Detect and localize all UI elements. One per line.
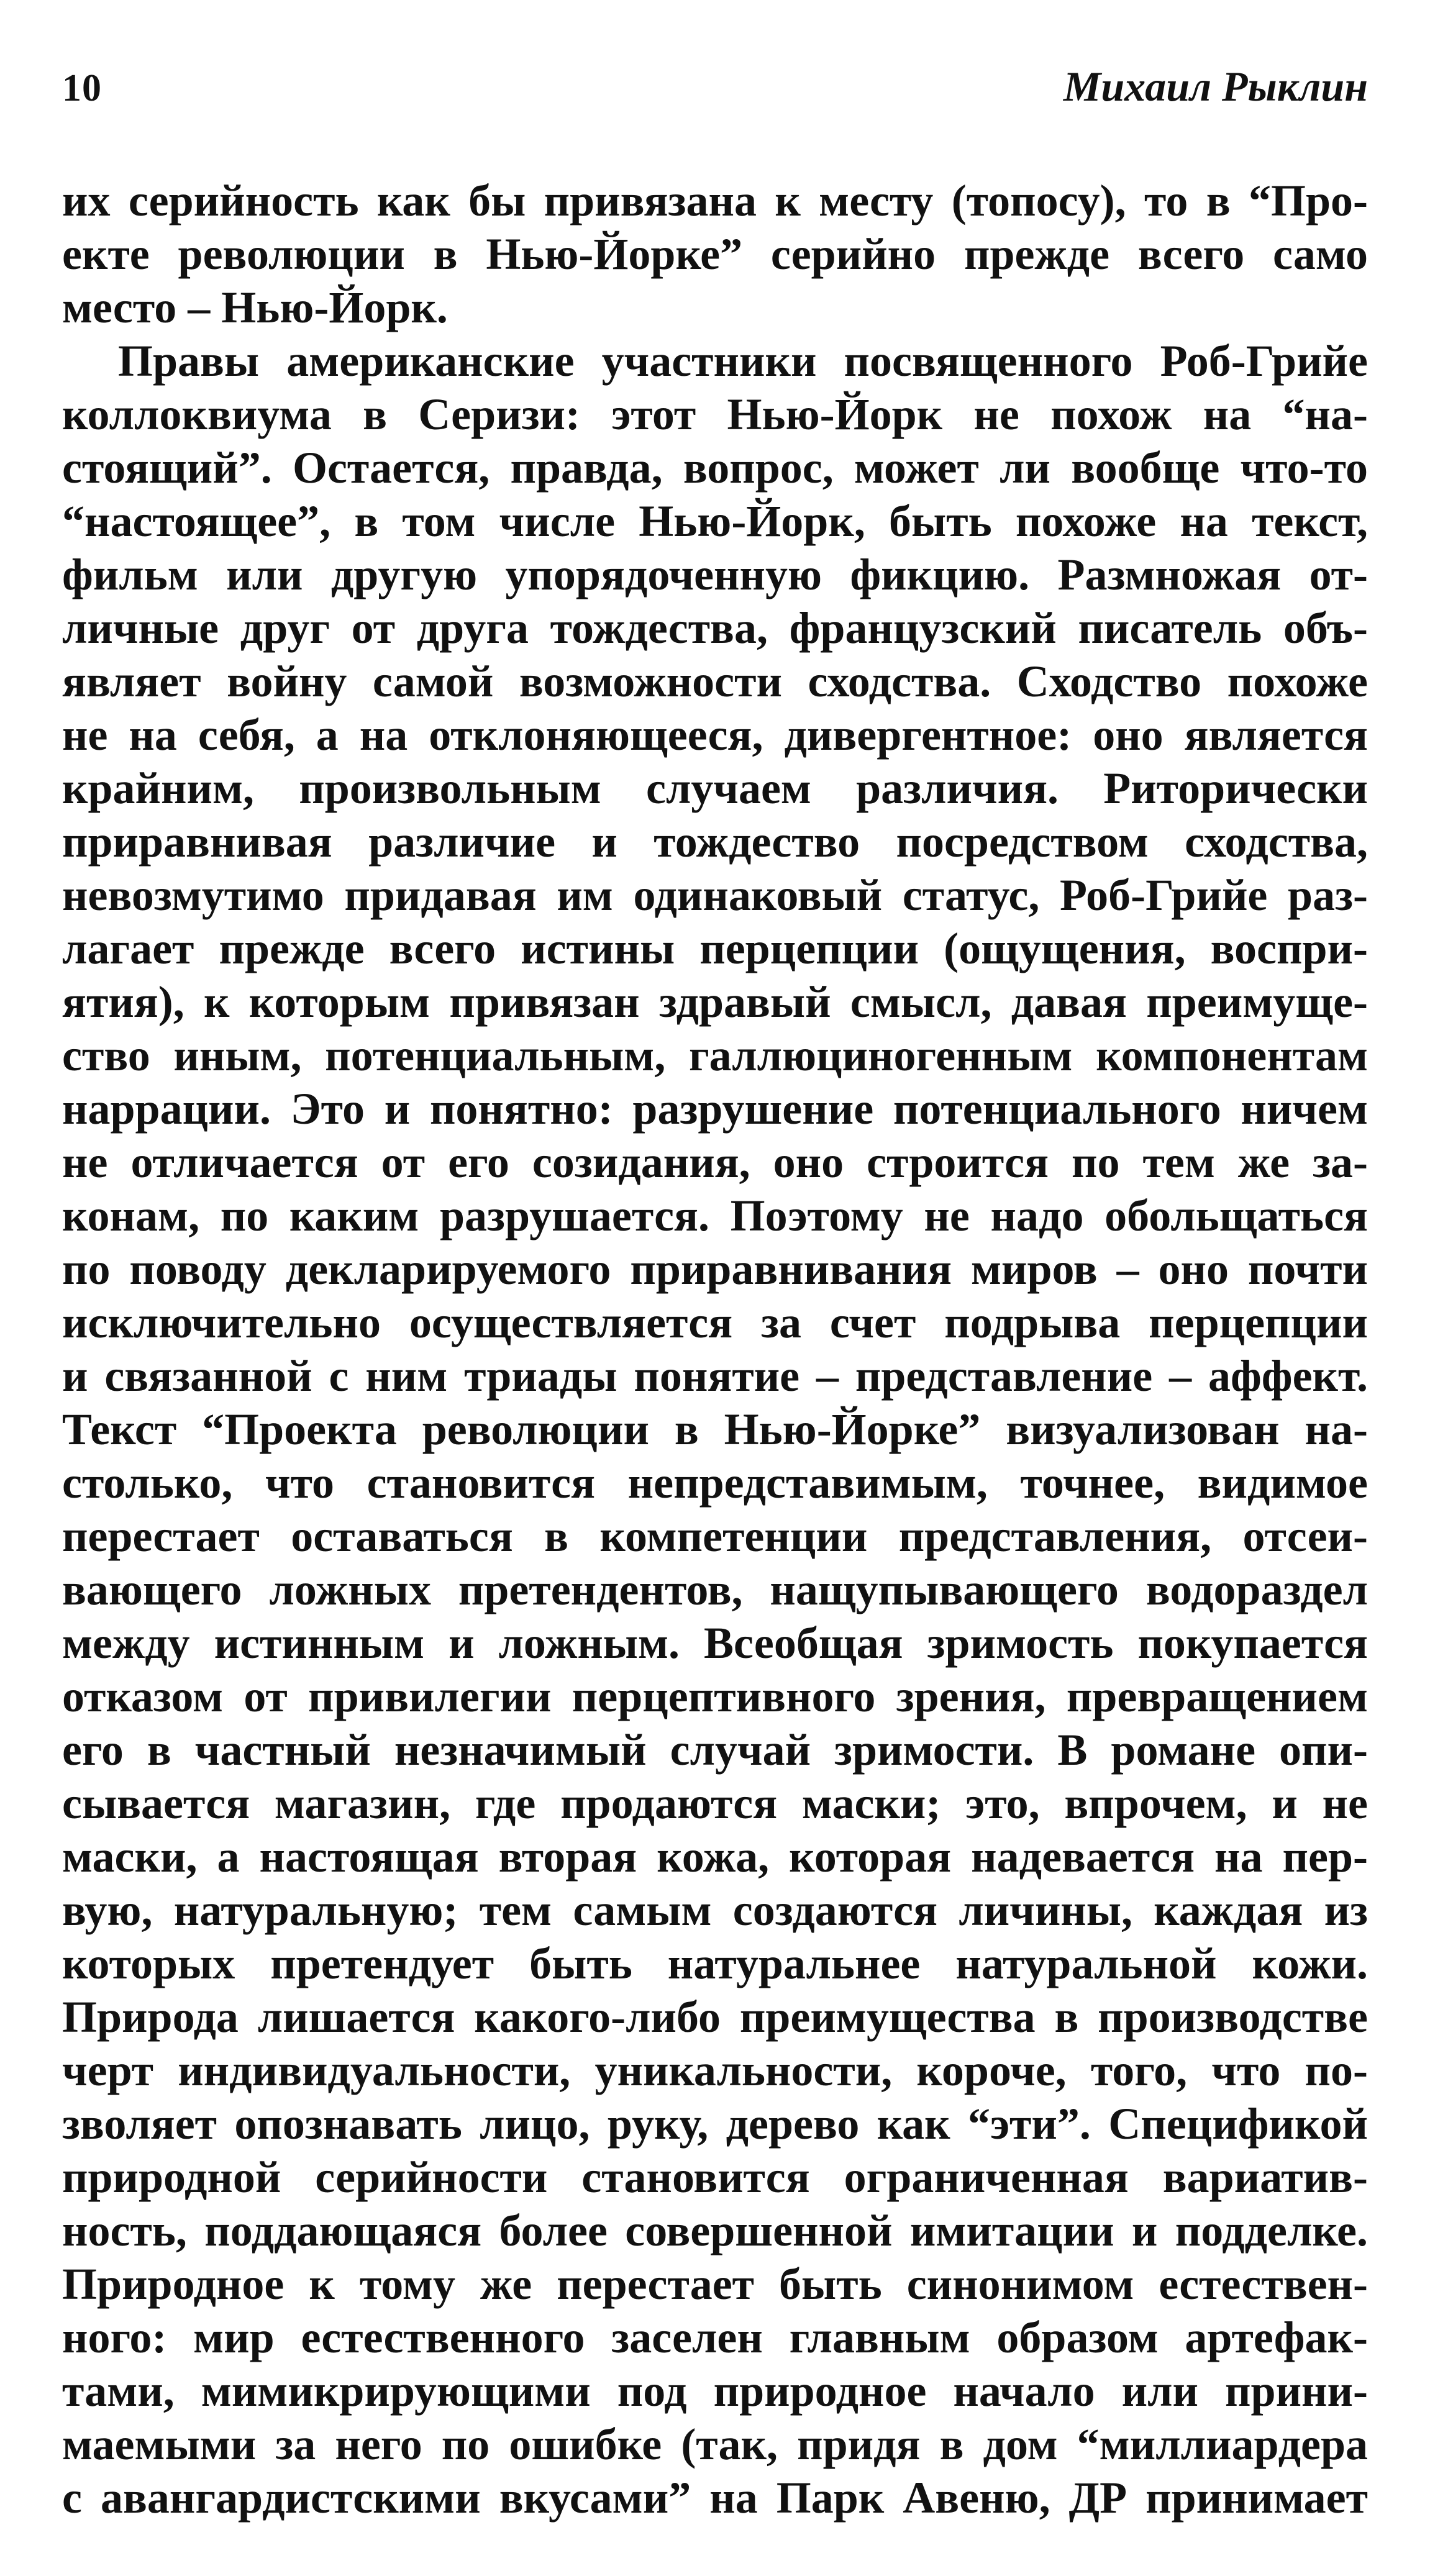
text-line: невозмутимо придавая им одинаковый статус, Роб-Грийе раз- (62, 870, 1368, 920)
text-line: Текст “Проекта революции в Нью-Йорке” визуализован на- (62, 1404, 1368, 1454)
text-line: между истинным и ложным. Всеобщая зримость покупается (62, 1618, 1368, 1668)
text-line: с авангардистскими вкусами” на Парк Авеню, ДР принимает (62, 2473, 1368, 2523)
text-line: черт индивидуальности, уникальности, короче, того, что по- (62, 2046, 1368, 2095)
text-line: Правы американские участники посвященного Роб-Грийе (118, 336, 1368, 386)
text-line: приравнивая различие и тождество посредством сходства, (62, 817, 1368, 867)
text-line: сывается магазин, где продаются маски; это, впрочем, и не (62, 1778, 1368, 1828)
text-line: фильм или другую упорядоченную фикцию. Размножая от- (62, 550, 1368, 599)
text-line: перестает оставаться в компетенции представления, отсеи- (62, 1511, 1368, 1561)
text-line: екте революции в Нью-Йорке” серийно прежде всего само (62, 229, 1368, 279)
text-line: ного: мир естественного заселен главным образом артефак- (62, 2313, 1368, 2362)
text-line: ство иным, потенциальным, галлюциногенным компонентам (62, 1031, 1368, 1080)
text-line: тами, мимикрирующими под природное начало или прини- (62, 2366, 1368, 2416)
text-line: вую, натуральную; тем самым создаются личины, каждая из (62, 1885, 1368, 1935)
text-line: маемыми за него по ошибке (так, придя в дом “миллиардера (62, 2419, 1368, 2469)
page-number: 10 (62, 67, 102, 109)
running-head-author: Михаил Рыклин (1063, 63, 1368, 110)
text-line: и связанной с ним триады понятие – представление – аффект. (62, 1351, 1368, 1401)
text-line: их серийность как бы привязана к месту (топосу), то в “Про- (62, 176, 1368, 225)
text-line: отказом от привилегии перцептивного зрения, превращением (62, 1672, 1368, 1721)
text-line: ятия), к которым привязан здравый смысл, давая преимуще- (62, 977, 1368, 1027)
text-line: лагает прежде всего истины перцепции (ощущения, воспри- (62, 924, 1368, 973)
paragraph-1 (62, 174, 1368, 334)
text-line: которых претендует быть натуральнее натуральной кожи. (62, 1939, 1368, 1988)
text-line: по поводу декларируемого приравнивания миров – оно почти (62, 1244, 1368, 1294)
text-line: Природа лишается какого-либо преимущества в производстве (62, 1992, 1368, 2042)
text-line: ность, поддающаяся более совершенной имитации и подделке. (62, 2206, 1368, 2255)
text-line: являет войну самой возможности сходства. Сходство похоже (62, 657, 1368, 706)
text-line: крайним, произвольным случаем различия. Риторически (62, 763, 1368, 813)
text-line: зволяет опознавать лицо, руку, дерево как “эти”. Спецификой (62, 2099, 1368, 2149)
page-header (62, 62, 1368, 118)
text-line: не на себя, а на отклоняющееся, дивергентное: оно является (62, 710, 1368, 760)
text-line: “настоящее”, в том числе Нью-Йорк, быть похоже на текст, (62, 496, 1368, 546)
text-line: исключительно осуществляется за счет подрыва перцепции (62, 1298, 1368, 1347)
text-line: столько, что становится непредставимым, точнее, видимое (62, 1458, 1368, 1508)
text-line: маски, а настоящая вторая кожа, которая надевается на пер- (62, 1832, 1368, 1882)
text-line: конам, по каким разрушается. Поэтому не надо обольщаться (62, 1191, 1368, 1240)
text-line: природной серийности становится ограниченная вариатив- (62, 2152, 1368, 2202)
paragraph-2 (62, 334, 1368, 2524)
text-line: место – Нью-Йорк. (62, 283, 448, 332)
text-line: личные друг от друга тождества, французский писатель объ- (62, 603, 1368, 653)
text-line: вающего ложных претендентов, нащупывающего водораздел (62, 1565, 1368, 1614)
body-text (62, 174, 1368, 2524)
text-line: коллоквиума в Серизи: этот Нью-Йорк не похож на “на- (62, 389, 1368, 439)
text-line: наррации. Это и понятно: разрушение потенциального ничем (62, 1084, 1368, 1134)
text-line: Природное к тому же перестает быть синонимом естествен- (62, 2259, 1368, 2309)
text-line: его в частный незначимый случай зримости. В романе опи- (62, 1725, 1368, 1775)
text-line: стоящий”. Остается, правда, вопрос, может ли вообще что-то (62, 443, 1368, 493)
text-line: не отличается от его созидания, оно строится по тем же за- (62, 1137, 1368, 1187)
